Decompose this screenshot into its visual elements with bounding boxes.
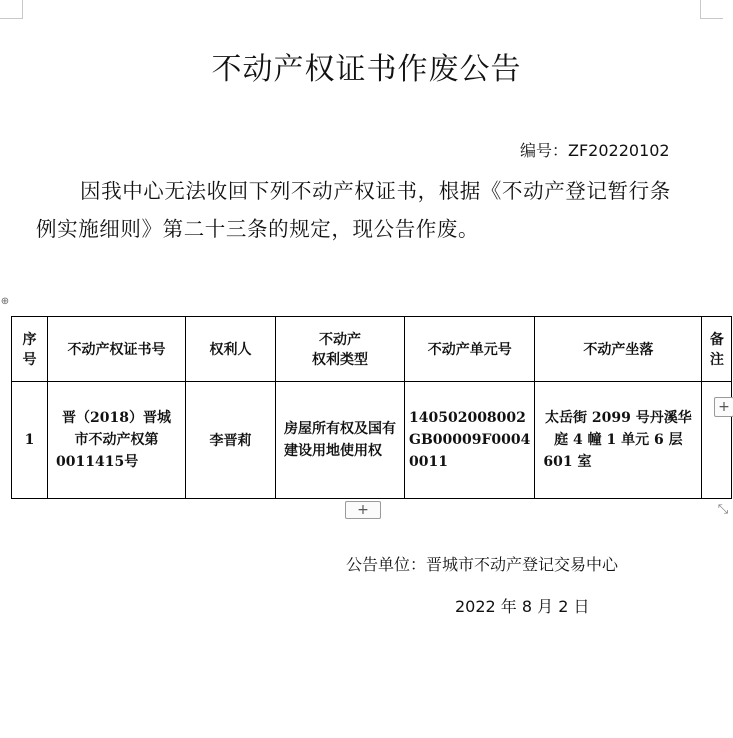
- table-header-row: [12, 317, 732, 382]
- table-move-handle-icon[interactable]: ⊕: [0, 296, 10, 307]
- table-resize-icon[interactable]: ⤡: [717, 502, 729, 517]
- page-corner-mark: [0, 0, 23, 19]
- table-row: [12, 382, 732, 499]
- cell-seq: 1: [12, 382, 48, 499]
- cell-unit-no-line3: 0011: [409, 454, 448, 470]
- header-cert-no: 不动产权证书号: [48, 317, 186, 382]
- header-seq: [12, 317, 48, 382]
- document-title: 不动产权证书作废公告: [211, 52, 522, 87]
- add-column-button[interactable]: +: [714, 397, 733, 417]
- page-corner-mark: [700, 0, 723, 19]
- header-right-type-line1: 不动产: [319, 332, 361, 348]
- cell-unit-no: [405, 382, 535, 499]
- header-seq-line1: 序: [22, 332, 37, 348]
- header-remark-line1: 备: [709, 332, 724, 348]
- header-remark-line2: 注: [709, 352, 724, 368]
- cell-unit-no-line2: GB00009F0004: [409, 432, 531, 448]
- header-owner: 权利人: [186, 317, 276, 382]
- cell-unit-no-line1: 140502008002: [409, 410, 526, 426]
- certificate-table: [11, 316, 732, 499]
- add-row-button[interactable]: +: [345, 501, 381, 519]
- cell-right-type: 房屋所有权及国有建设用地使用权: [276, 382, 405, 499]
- header-seq-line2: 号: [22, 352, 37, 368]
- cell-location: 太岳街 2099 号丹溪华庭 4 幢 1 单元 6 层 601 室: [535, 382, 702, 499]
- announcement-paragraph: 因我中心无法收回下列不动产权证书，根据《不动产登记暂行条例实施细则》第二十三条的规定，现公告作废。: [36, 179, 671, 241]
- header-right-type-line2: 权利类型: [312, 352, 368, 368]
- header-right-type: [276, 317, 405, 382]
- issue-date: 2022 年 8 月 2 日: [455, 597, 590, 616]
- cell-cert-no: 晋（2018）晋城市不动产权第0011415号: [48, 382, 186, 499]
- cell-owner: 李晋莉: [186, 382, 276, 499]
- header-unit-no: 不动产单元号: [405, 317, 535, 382]
- header-remark: [702, 317, 732, 382]
- document-number: 编号：ZF20220102: [520, 141, 670, 160]
- header-location: 不动产坐落: [535, 317, 702, 382]
- issuing-organization: 公告单位：晋城市不动产登记交易中心: [346, 555, 619, 574]
